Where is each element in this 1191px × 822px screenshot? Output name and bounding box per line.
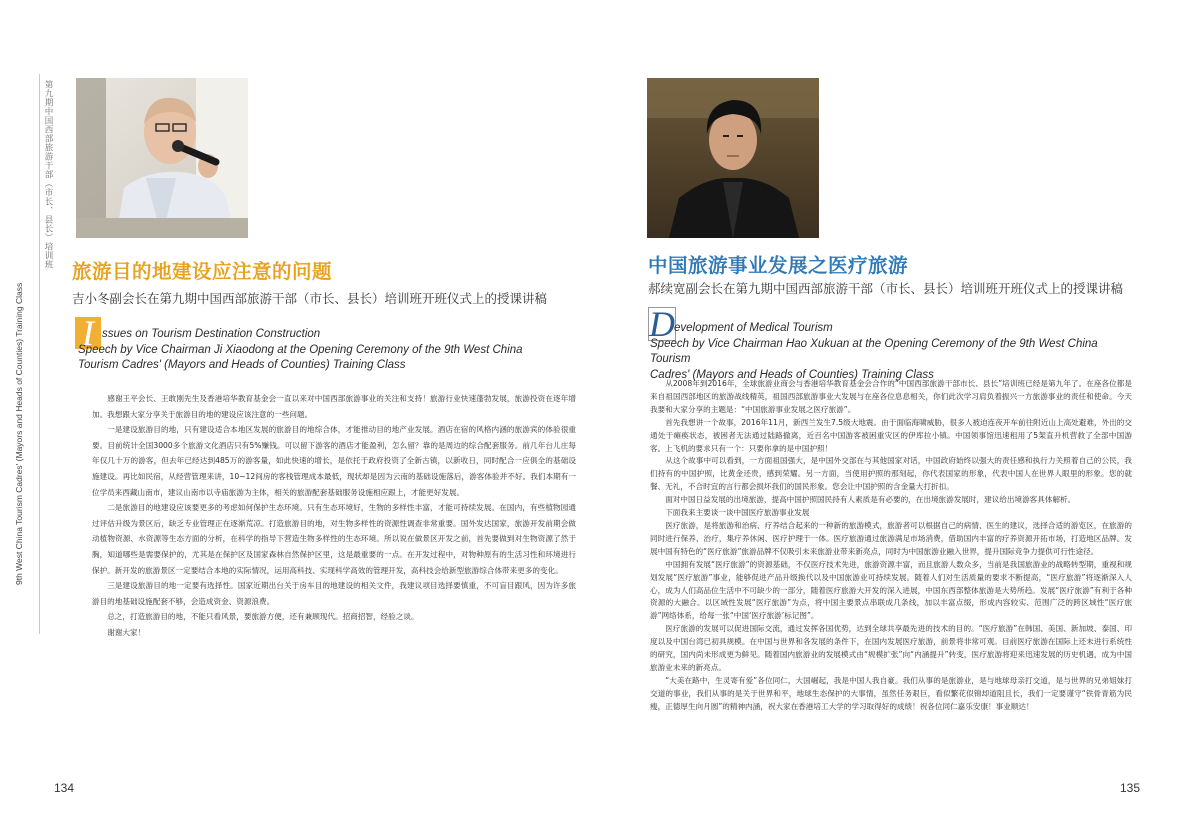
paragraph: 从2008年到2016年，全球旅游业商会与香港培华教育基金会合作的“中国西部旅游干部市长、县长”培训班已经是第九年了。在座各位都是来自祖国西部地区的旅游战线精英，祖国西部旅游事业大发展与在座各位息息相关，你们此次学习肩负着振兴一方旅游事业的责任和使命。今天我要和大家分享的主题是：“中国旅游事业发展之医疗旅游”。 — [650, 379, 1132, 414]
paragraph: “大美在路中，生灵寄有爱”各位同仁，大国崛起，我是中国人我自豪。我们从事的是旅游业，是与地球母亲打交道，是与世界的兄弟姐妹打交道的事业，我们从事的是关于世界和平，地球生态保护的大事情，虽然任务艰巨，看似繁花似锦却道阻且长，我们一定要谨守“铁骨青筋为民瘦，正德厚生向月圆”的精神内涵，祝大家在香港培工大学的学习取得好的成绩！祝各位同仁嘉乐安康！事业顺达！ — [650, 675, 1132, 711]
english-speech-line-1-right: Speech by Vice Chairman Hao Xukuan at the Opening Ceremony of the 9th West China Tourism — [650, 337, 1098, 365]
article-subtitle-right: 郝续宽副会长在第九期中国西部旅游干部（市长、县长）培训班开班仪式上的授课讲稿 — [648, 281, 1124, 296]
article-body-left — [92, 391, 576, 641]
english-speech-line-2-left: Tourism Cadres' (Mayors and Heads of Counties) Training Class — [78, 359, 406, 371]
article-body-right — [650, 378, 1132, 714]
paragraph: 谢谢大家！ — [107, 627, 146, 637]
english-title-left: ssues on Tourism Destination Construction — [102, 328, 321, 340]
article-title-left: 旅游目的地建设应注意的问题 — [72, 260, 333, 283]
paragraph: 总之，打造旅游目的地，不能只看风景，要旅游方便，还有兼顾现代。招商招智，经验之谈。 — [107, 612, 419, 622]
page-number-right: 135 — [1120, 781, 1141, 795]
paragraph: 一是建设旅游目的地，只有建设适合本地区发展的旅游目的地综合体，才能推动目的地产业发展。酒店在宿的风格内涵的旅游宾的体验很重要。目前统计全国3000多个旅游文化酒店只有5%赚钱。可以留下游客的酒店才能盈利，怎么留？靠的是周边的综合配套服务。前几年台儿庄每年仅几十万的游客，但去年已经达到485万的游客量，如此快速的增长，是依托于政府投资了全新古镇，以新收日，同时配合一应俱全的基础设施建设。再比如民宿，从经营管理来讲，10~12间房的客栈管理成本最低，现状却是因为云南的基础设施落后，游客体验并不好。我们本期有一位学员来西藏山南市，建议山南市以寺庙旅游为主体，相关的旅游配套基础服务设施相应跟上，才能更好发展。 — [92, 425, 576, 497]
english-title-right: evelopment of Medical Tourism — [674, 322, 833, 334]
page-number-left: 134 — [54, 781, 75, 795]
paragraph: 二是旅游目的地建设应该要更多的考虑如何保护生态环境。只有生态环境好，生物的多样性丰富，才能可持续发展。在国内，有些植物园通过评估升级为景区后，缺乏专业管理正在逐渐荒凉。打造旅游目的地，对生物多样性的资源性调查非常重要。国外发达国家，旅游开发前期会做动植物资源、水资源等生态方面的分析，在科学的指导下营造生物多样性的生态环境。所以说在做景区开发之前，首先要做到对生物资源了然于胸，知道哪些是需要保护的，尤其是在保护区及国家森林自然保护区里，这是最重要的一点。在开发过程中，对物种原有的生活习性和环境进行保护。新开发的旅游景区一定要结合本地的实际情况，运用高科技、实现科学高效的管理开发，高科技会给新型旅游综合体带来更多的变化。 — [92, 503, 576, 575]
paragraph: 三是建设旅游目的地一定要有选择性。国家近期出台关于房车目的地建设的相关文件，我建议项目选择要慎重，不可盲目跟风，因为许多旅游目的地基础设施配套不够，会造成资金、资源浪费。 — [92, 581, 576, 606]
speaker-photo-right — [647, 78, 819, 238]
article-title-right: 中国旅游事业发展之医疗旅游 — [648, 254, 909, 277]
english-heading-left — [78, 327, 568, 374]
paragraph: 下面我来主要谈一谈中国医疗旅游事业发展 — [665, 508, 810, 518]
paragraph: 中国拥有发展“医疗旅游”的资源基础，不仅医疗技术先进，旅游资源丰富，而且旅游人数众多，当前是我国旅游业的战略转型期，重视和规划发展“医疗旅游”事业，能够促进产品升级换代以及中国旅游业可持续发展。随着人们对生活质量的要求不断提高，“医疗旅游”将逐渐深入人心，成为人们高品位生活中不可缺少的一部分，随着医疗旅游大开发的深入进展，中国东西部整体旅游是大势所趋。发展“医疗旅游”有利于各种资源的大融合。以区域性发展“医疗旅游”为点，将中国主要景点串联成几条线，加以丰富点缀，形成内容较实、范围广泛的跨区域性“医疗旅游”网络体系，给每一张“中国‘医疗旅游’标记图”。 — [650, 559, 1132, 621]
speaker-photo-left — [76, 78, 248, 238]
dropcap-right: D — [649, 304, 675, 344]
paragraph: 感谢王平会长、王敢刚先生及香港培华教育基金会一直以来对中国西部旅游事业的关注和支持！旅游行业快速蓬勃发展，旅游投资在逐年增加。我想跟大家分享关于旅游目的地的建设应该注意的一些问题。 — [92, 394, 576, 419]
paragraph: 医疗旅游，是将旅游和治病、疗养结合起来的一种新的旅游模式，旅游者可以根据自己的病情、医生的建议，选择合适的游览区，在旅游的同时进行保养、治疗，集疗养休闲、医疗护理于一体。医疗旅游通过旅游满足市场消费，借助国内丰富的疗养资源开拓市场，打造地区品牌。发展中国有特色的“医疗旅游”旅游品牌不仅吸引未来旅游业带来新亮点，同时为中国旅游业融入世界，提升国际竞争力提供可行性途径。 — [650, 520, 1132, 556]
paragraph: 面对中国日益发展的出境旅游，提高中国护照国民持有人素质是有必要的，在出境旅游发展时，建议给出境游客具体解析。 — [665, 495, 1076, 505]
article-subtitle-left: 吉小冬副会长在第九期中国西部旅游干部（市长、县长）培训班开班仪式上的授课讲稿 — [72, 291, 548, 306]
side-strip-en: 9th West China Tourism Cadres' (Mayors and Heads of Counties) Training Class — [14, 282, 24, 585]
english-speech-line-2-right: Cadres' (Mayors and Heads of Counties) Training Class — [650, 368, 934, 381]
english-speech-line-1-left: Speech by Vice Chairman Ji Xiaodong at the Opening Ceremony of the 9th West China — [78, 343, 523, 356]
paragraph: 首先我想讲一个故事，2016年11月，新西兰发生7.5级大地震。由于面临海啸威胁，很多人被迫连夜开车前往附近山上高处避难，外出的交通处于瘫痪状态，被困者无法通过陆路撤离，近百名中国游客被困重灾区的伊库拉小镇。中国领事馆迅速租用了5架直升机营救了全部中国游客。上飞机的要求只有一个：只要你拿的是中国护照！ — [650, 417, 1132, 453]
paragraph: 从这个故事中可以看到，一方面祖国强大，是中国外交部在与其他国家对话，中国政府始终以强大的责任感和执行力关照着自己的公民，我们持有的中国护照，比黄金还贵，感到荣耀。另一方面，当使用护照的那刻起，你代表国家的形象，代表中国人在世界人眼里的形象。您的就餐、无礼，不合时宜的言行都会损坏我们的国民形象。您会让中国护照的含金量大打折扣。 — [650, 456, 1132, 492]
paragraph: 医疗旅游的发展可以促进国际交流，通过发挥各国优势，达到全球共享最先进的技术的目的。“医疗旅游”在韩国、美国、新加坡、泰国、印度以及中国台湾已初具规模。在中国与世界和各发展的条件下，在国内发展医疗旅游，前景将非常可观。目前医疗旅游在国际上还未进行系统性的研究，国内尚未形成更为鲜见。随着国内旅游业的发展模式由“规模扩张”向“内涵提升”转变，医疗旅游将迎来迅速发展的历史机遇，成为中国旅游业未来的新亮点。 — [650, 624, 1132, 672]
dropcap-left: I — [75, 317, 101, 349]
english-heading-right — [650, 321, 1130, 383]
side-strip-cn: 第九期中国西部旅游干部（市长、县长）培训班 — [43, 80, 53, 269]
